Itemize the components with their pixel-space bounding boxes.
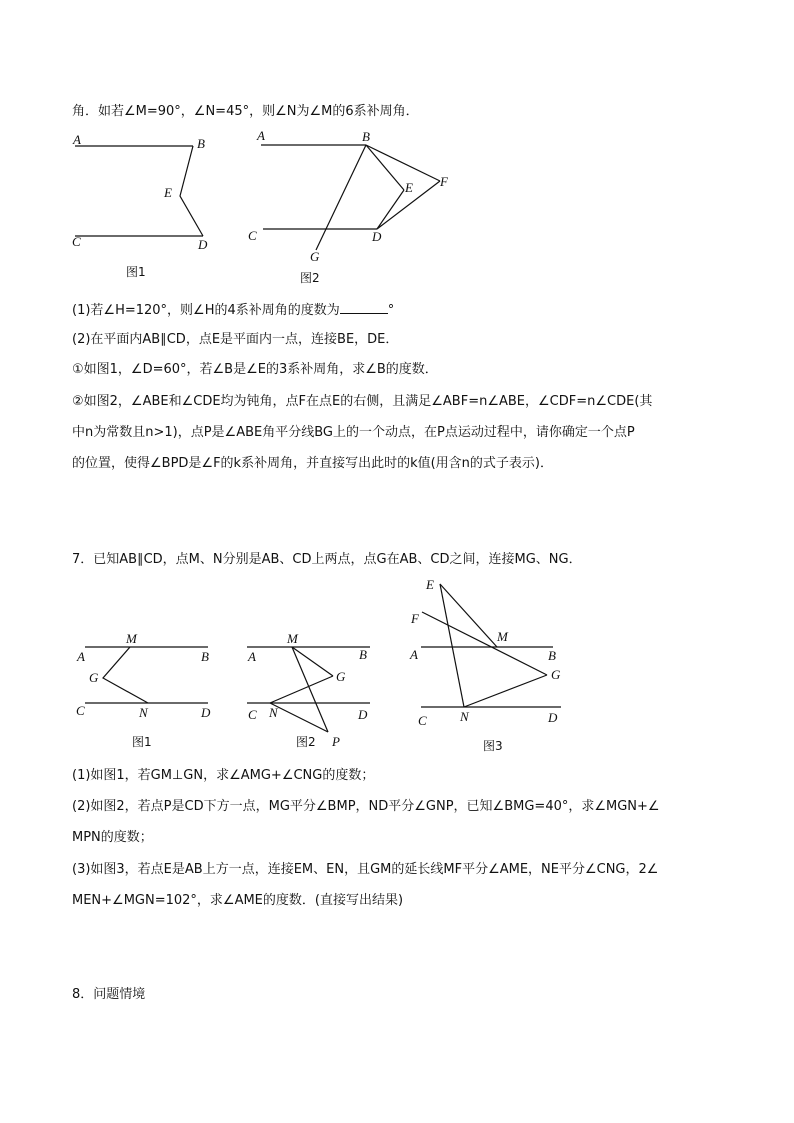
label-e: E (164, 185, 172, 200)
label-a: A (410, 647, 418, 662)
label-e: E (426, 577, 434, 592)
q6-intro: 角．如若∠M=90°，∠N=45°，则∠N为∠M的6系补周角． (72, 104, 419, 119)
line-ng (464, 675, 547, 707)
q6-part-2-2-line1: ②如图2，∠ABE和∠CDE均为钝角，点F在点E的右侧，且满足∠ABF=n∠ABE，∠CDF=n∠CDE(其 (72, 394, 653, 409)
q7-part-2-line2: MPN的度数； (72, 830, 153, 845)
line-fg (422, 612, 547, 675)
q6-part-2-1: ①如图1，∠D=60°，若∠B是∠E的3系补周角，求∠B的度数． (72, 362, 438, 377)
label-a: A (257, 128, 265, 143)
label-c: C (248, 707, 257, 722)
q7-stem: 7．已知AB∥CD，点M、N分别是AB、CD上两点，点G在AB、CD之间，连接MG、NG． (72, 552, 582, 567)
label-d: D (201, 705, 211, 720)
q7-part-2-line1: (2)如图2，若点P是CD下方一点，MG平分∠BMP，ND平分∠GNP，已知∠BMG=40°，求∠MGN+∠ (72, 799, 660, 814)
label-g: G (89, 670, 99, 685)
label-m: M (497, 629, 508, 644)
label-g: G (551, 667, 561, 682)
label-n: N (139, 705, 148, 720)
q7-part-3-line1: (3)如图3，若点E是AB上方一点，连接EM、EN，且GM的延长线MF平分∠AME，NE平分∠CNG，2∠ (72, 862, 659, 877)
label-b: B (362, 129, 370, 144)
line-en (440, 584, 464, 707)
q7-part-3-line2: MEN+∠MGN=102°，求∠AME的度数．(直接写出结果) (72, 893, 404, 908)
label-b: B (548, 648, 556, 663)
caption-fig2: 图2 (296, 735, 316, 749)
label-n: N (460, 709, 469, 724)
label-f: F (440, 174, 448, 189)
line-be (366, 145, 404, 190)
label-g: G (336, 669, 346, 684)
label-c: C (72, 234, 81, 249)
label-f: F (411, 611, 419, 626)
label-a: A (77, 649, 85, 664)
label-a: A (248, 649, 256, 664)
label-m: M (287, 631, 298, 646)
label-c: C (418, 713, 427, 728)
answer-blank[interactable] (340, 301, 388, 314)
line-bg (316, 145, 366, 250)
caption-fig3: 图3 (483, 739, 503, 753)
label-b: B (359, 647, 367, 662)
label-b: B (197, 136, 205, 151)
line-ed (377, 190, 404, 229)
q8-stem: 8．问题情境 (72, 987, 146, 1002)
q6-figure-2 (0, 0, 794, 300)
caption-fig2: 图2 (300, 271, 320, 285)
q6-part-2-2-line3: 的位置，使得∠BPD是∠F的k系补周角，并直接写出此时的k值(用含n的式子表示)． (72, 456, 553, 471)
label-g: G (310, 249, 320, 264)
label-d: D (358, 707, 368, 722)
label-m: M (126, 631, 137, 646)
caption-fig1: 图1 (126, 265, 146, 279)
label-b: B (201, 649, 209, 664)
caption-fig1: 图1 (132, 735, 152, 749)
q7-figure-3 (0, 560, 794, 760)
line-em (440, 584, 497, 647)
label-c: C (76, 703, 85, 718)
label-d: D (548, 710, 558, 725)
q7-part-1: (1)如图1，若GM⊥GN，求∠AMG+∠CNG的度数； (72, 768, 375, 783)
label-n: N (269, 705, 278, 720)
label-c: C (248, 228, 257, 243)
q6-part-2-2-line2: 中n为常数且n>1)，点P是∠ABE角平分线BG上的一个动点，在P点运动过程中，请你确定一个点P (72, 425, 635, 440)
label-d: D (372, 229, 382, 244)
label-e: E (405, 180, 413, 195)
label-d: D (198, 237, 208, 252)
line-bf (366, 145, 440, 181)
label-p: P (332, 734, 340, 749)
q6-part-2: (2)在平面内AB∥CD，点E是平面内一点，连接BE，DE． (72, 332, 399, 347)
q6-part-1: (1)若∠H=120°，则∠H的4系补周角的度数为 ° (72, 303, 395, 318)
label-a: A (73, 132, 81, 147)
